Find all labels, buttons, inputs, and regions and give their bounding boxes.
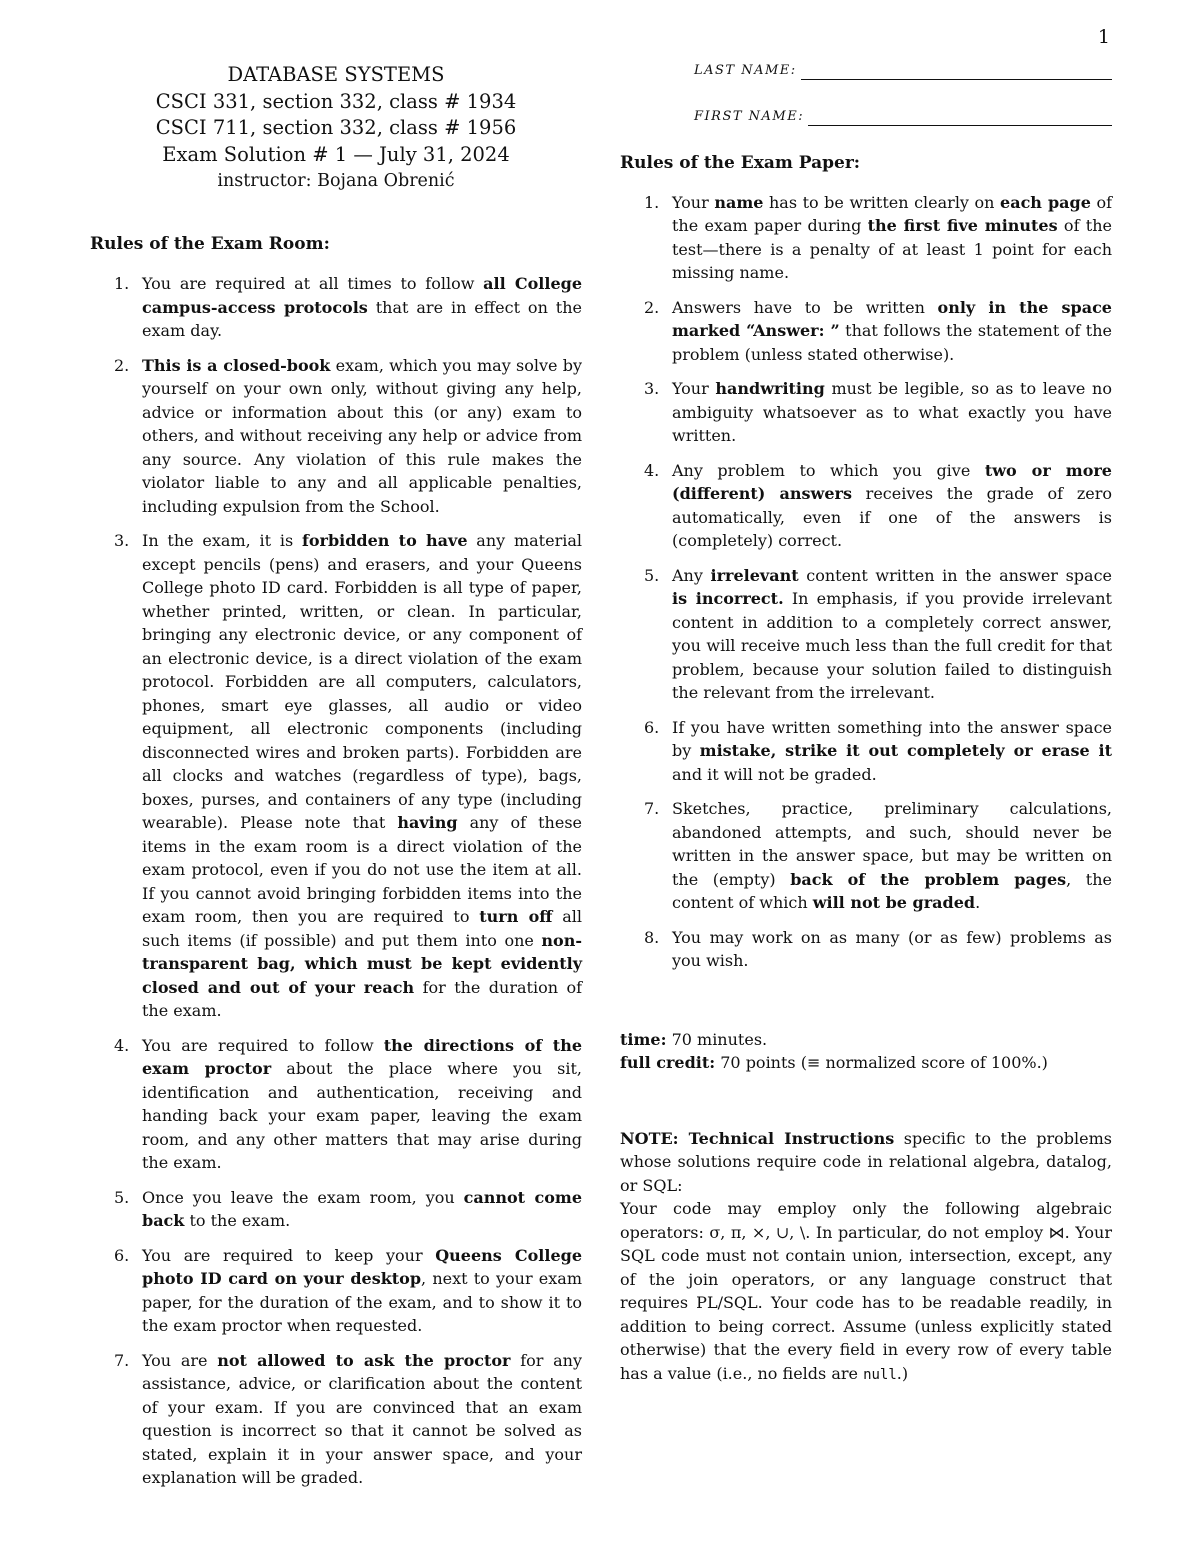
last-name-label: LAST NAME: — [694, 62, 797, 78]
first-name-rule[interactable] — [808, 125, 1112, 126]
left-column — [90, 60, 582, 1501]
instructor-line: instructor: Bojana Obrenić — [217, 171, 455, 191]
time-line: time: 70 minutes. — [620, 1029, 768, 1049]
course-line-711: CSCI 711, section 332, class # 1956 — [155, 116, 517, 139]
list-item: 4. Any problem to which you give two or more (different) answers receives the grade of zero automatically, even if one of the answers is (completely) correct. — [644, 460, 1112, 550]
right-column — [620, 60, 1112, 1387]
list-item: 3. Your handwriting must be legible, so as to leave no ambiguity whatsoever as to what exactly you have written. — [644, 379, 1112, 445]
exam-date-line: Exam Solution # 1 — July 31, 2024 — [162, 142, 510, 166]
list-item: 3. In the exam, it is forbidden to have any material except pencils (pens) and erasers, and your Queens College photo ID card. Forbidden is all type of paper, whether printed, written, or clean. In particular, bringing any electronic device, or any component of an electronic device, is a direct violation of the exam protocol. Forbidden are all computers, calculators, phones, smart eye glasses, all audio or video equipment, all electronic components (including disconnected wires and broken parts). Forbidden are all clocks and watches (regardless of type), bags, boxes, purses, and containers of any type (including wearable). Please note that having any of these items in the exam room is a direct violation of the exam protocol, even if you do not use the item at all. If you cannot avoid bringing forbidden items into the exam room, then you are required to turn off all such items (if possible) and put them into one non-transparent bag, which must be kept evidently closed and out of your reach for the duration of the exam. — [114, 531, 583, 1020]
technical-note: NOTE: Technical Instructions specific to the problems whose solutions require code in relational algebra, datalog, or SQL: — [620, 1128, 1112, 1195]
list-item: 1. You are required at all times to follow all College campus-access protocols that are in effect on the exam day. — [114, 274, 582, 340]
list-item: 7. Sketches, practice, preliminary calculations, abandoned attempts, and such, should never be written in the answer space, but may be written on the (empty) back of the problem pages, the content of which will not be graded. — [644, 799, 1112, 912]
list-item: 2. Answers have to be written only in the space marked “Answer: ” that follows the statement of the problem (unless stated otherwise). — [644, 297, 1112, 364]
list-item: 8. You may work on as many (or as few) problems as you wish. — [644, 927, 1112, 970]
first-name-label: FIRST NAME: — [694, 108, 805, 124]
course-line-331: CSCI 331, section 332, class # 1934 — [155, 89, 517, 113]
technical-note-body: Your code may employ only the following algebraic operators: σ, π, ×, ∪, \. In particular, do not employ ⋈. Your SQL code must not contain union, intersection, except, any of the join operators, or any language construct that requires PL/SQL. Your code has to be readable readily, in addition to being correct. Assume (unless explicitly stated otherwise) that the every field in every row of every table has a value (i.e., no fields are null.) — [620, 1199, 1112, 1383]
list-item: 6. You are required to keep your Queens College photo ID card on your desktop, next to your exam paper, for the duration of the exam, and to show it to the exam proctor when requested. — [114, 1245, 583, 1335]
list-item: 6. If you have written something into the answer space by mistake, strike it out completely or erase it and it will not be graded. — [644, 717, 1113, 784]
list-item: 4. You are required to follow the directions of the exam proctor about the place where you sit, identification and authentication, receiving and handing back your exam paper, leaving the exam room, and any other matters that may arise during the exam. — [114, 1035, 583, 1172]
room-rules-list — [90, 272, 582, 1490]
list-item: 2. This is a closed-book exam, which you may solve by yourself on your own only, without giving any help, advice or information about this (or any) exam to others, and without receiving any help or advice from any source. Any violation of this rule makes the violator liable to any and all applicable penalties, including expulsion from the School. — [114, 355, 582, 516]
last-name-rule[interactable] — [801, 79, 1112, 80]
page-number: 1 — [1097, 26, 1110, 48]
list-item: 5. Any irrelevant content written in the answer space is incorrect. In emphasis, if you provide irrelevant content in addition to a completely correct answer, you will receive much less than the full credit for that problem, because your solution failed to distinguish the relevant from the irrelevant. — [644, 565, 1112, 702]
last-name-field[interactable] — [694, 60, 1112, 82]
paper-rules-heading: Rules of the Exam Paper: — [620, 153, 861, 173]
exam-header — [90, 62, 582, 195]
list-item: 1. Your name has to be written clearly on each page of the exam paper during the first five minutes of the test—there is a penalty of at least 1 point for each missing name. — [644, 192, 1113, 282]
room-rules-heading: Rules of the Exam Room: — [90, 233, 330, 254]
credit-line: full credit: 70 points (≡ normalized score of 100%.) — [620, 1053, 1048, 1072]
first-name-field[interactable] — [694, 106, 1112, 128]
list-item: 7. You are not allowed to ask the proctor for any assistance, advice, or clarification about the content of your exam. If you are convinced that an exam question is incorrect so that it cannot be solved as stated, explain it in your answer space, and your explanation will be graded. — [114, 1350, 582, 1487]
paper-rules-list — [620, 191, 1112, 973]
list-item: 5. Once you leave the exam room, you cannot come back to the exam. — [114, 1187, 582, 1230]
course-title: DATABASE SYSTEMS — [227, 63, 445, 86]
